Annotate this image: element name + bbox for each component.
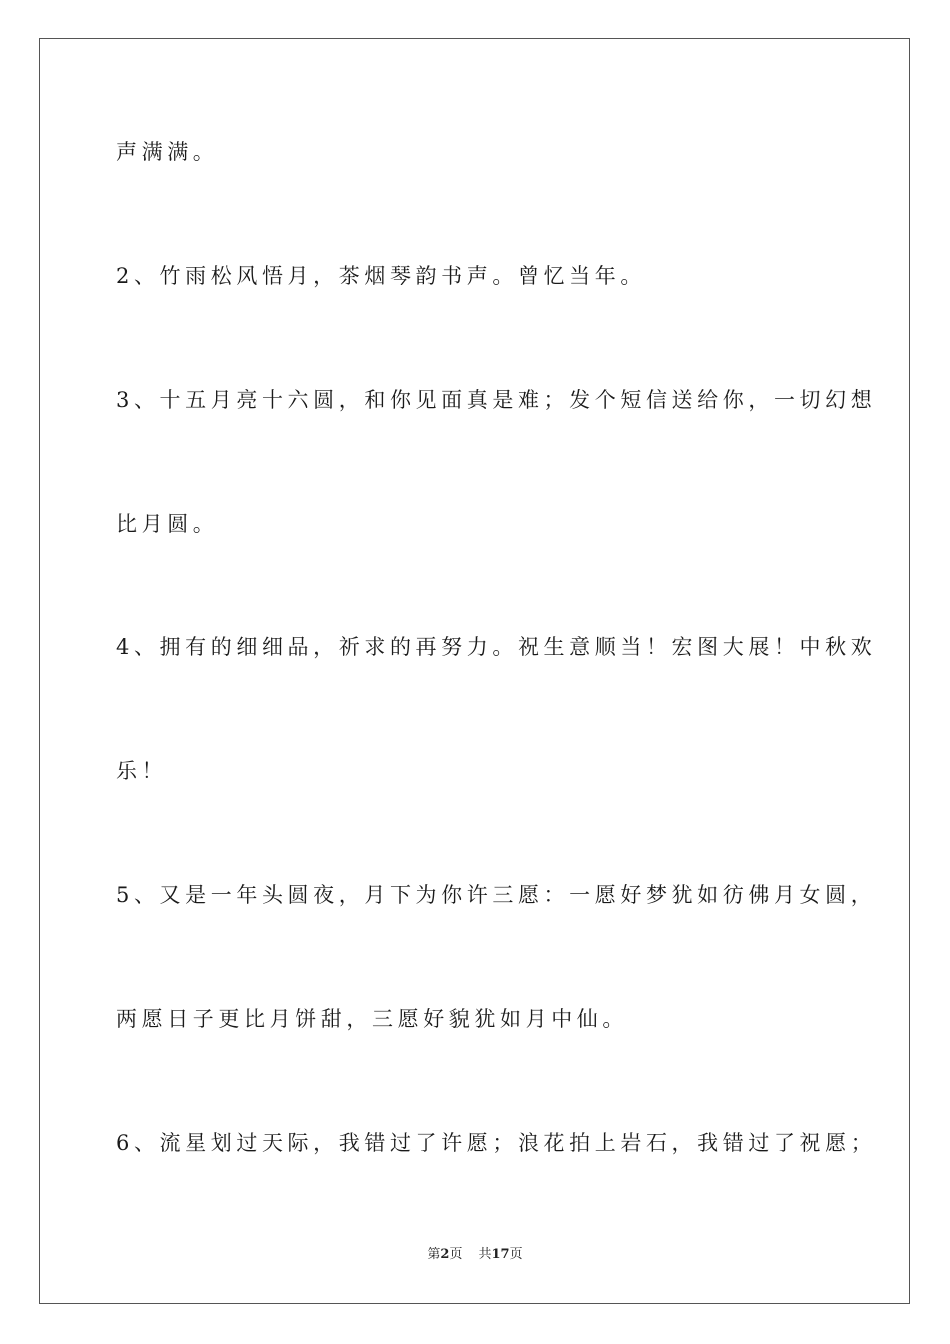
text-line-1: 声满满。 [116,140,219,164]
footer-page-prefix: 第 [427,1247,441,1262]
footer-page-number: 2 [440,1247,450,1262]
footer-total-suffix: 页 [509,1247,523,1262]
text-line-9: 6、流星划过天际，我错过了许愿；浪花拍上岩石，我错过了祝愿； [116,1131,877,1155]
text-line-8: 两愿日子更比月饼甜，三愿好貌犹如月中仙。 [116,1007,628,1031]
text-line-7: 5、又是一年头圆夜，月下为你许三愿：一愿好梦犹如彷佛月女圆， [116,883,877,907]
page-frame [39,38,910,1304]
text-line-6: 乐！ [116,759,168,783]
footer-total-pages: 17 [491,1247,510,1262]
text-line-3: 3、十五月亮十六圆，和你见面真是难；发个短信送给你，一切幻想 [116,388,877,412]
text-line-5: 4、拥有的细细品，祈求的再努力。祝生意顺当！宏图大展！中秋欢 [116,635,877,659]
text-line-2: 2、竹雨松风悟月，茶烟琴韵书声。曾忆当年。 [116,264,646,288]
text-line-4: 比月圆。 [116,512,219,536]
footer-total-prefix: 共 [478,1247,492,1262]
page-footer [0,1248,950,1261]
footer-page-suffix: 页 [449,1247,463,1262]
